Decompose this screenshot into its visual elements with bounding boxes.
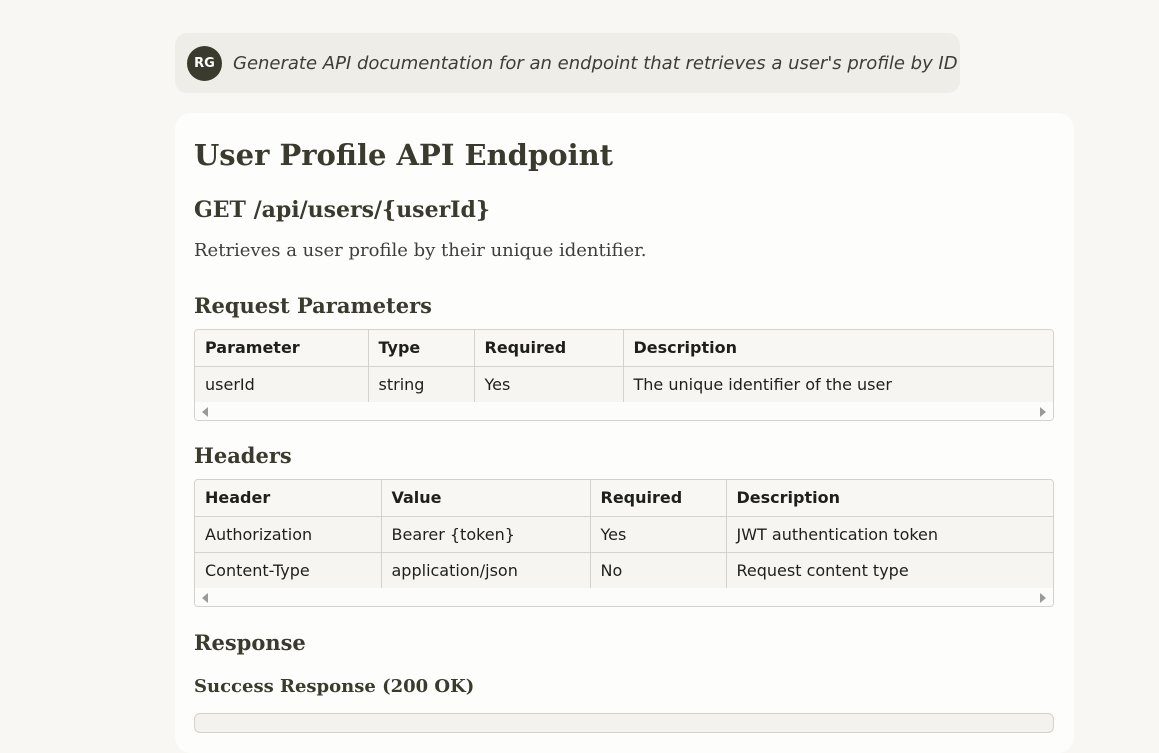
user-prompt-bubble — [175, 33, 960, 93]
table-cell: JWT authentication token — [726, 516, 1053, 552]
table-cell: string — [368, 366, 474, 402]
scroll-left-icon[interactable] — [202, 593, 208, 603]
headers-table — [194, 479, 1054, 607]
column-header: Type — [368, 330, 474, 366]
scroll-right-icon[interactable] — [1040, 407, 1046, 417]
request-params-table — [194, 329, 1054, 421]
table-row — [195, 516, 1053, 552]
doc-title: User Profile API Endpoint — [194, 138, 614, 172]
scroll-left-icon[interactable] — [202, 407, 208, 417]
column-header: Description — [623, 330, 1053, 366]
column-header: Parameter — [195, 330, 368, 366]
table-cell: Yes — [590, 516, 726, 552]
table-cell: No — [590, 552, 726, 588]
column-header: Value — [381, 480, 590, 516]
headers-heading: Headers — [194, 443, 292, 468]
user-prompt-text: Generate API documentation for an endpoint that retrieves a user's profile by ID — [233, 52, 958, 74]
table-header-row — [195, 330, 1053, 366]
column-header: Required — [590, 480, 726, 516]
column-header: Header — [195, 480, 381, 516]
table-row — [195, 552, 1053, 588]
response-heading: Response — [194, 630, 306, 655]
endpoint-heading: GET /api/users/{userId} — [194, 197, 490, 223]
table-cell: Content-Type — [195, 552, 381, 588]
user-avatar: RG — [187, 46, 222, 81]
table-cell: The unique identifier of the user — [623, 366, 1053, 402]
table-cell: Request content type — [726, 552, 1053, 588]
code-block — [194, 713, 1054, 733]
table-cell: Bearer {token} — [381, 516, 590, 552]
table-cell: userId — [195, 366, 368, 402]
table-row — [195, 366, 1053, 402]
success-response-heading: Success Response (200 OK) — [194, 676, 475, 697]
table-cell: application/json — [381, 552, 590, 588]
endpoint-description: Retrieves a user profile by their unique identifier. — [194, 240, 647, 261]
horizontal-scrollbar[interactable] — [195, 588, 1053, 606]
scroll-right-icon[interactable] — [1040, 593, 1046, 603]
table-header-row — [195, 480, 1053, 516]
table-cell: Yes — [474, 366, 623, 402]
column-header: Description — [726, 480, 1053, 516]
column-header: Required — [474, 330, 623, 366]
table-cell: Authorization — [195, 516, 381, 552]
request-params-heading: Request Parameters — [194, 293, 432, 318]
horizontal-scrollbar[interactable] — [195, 402, 1053, 420]
